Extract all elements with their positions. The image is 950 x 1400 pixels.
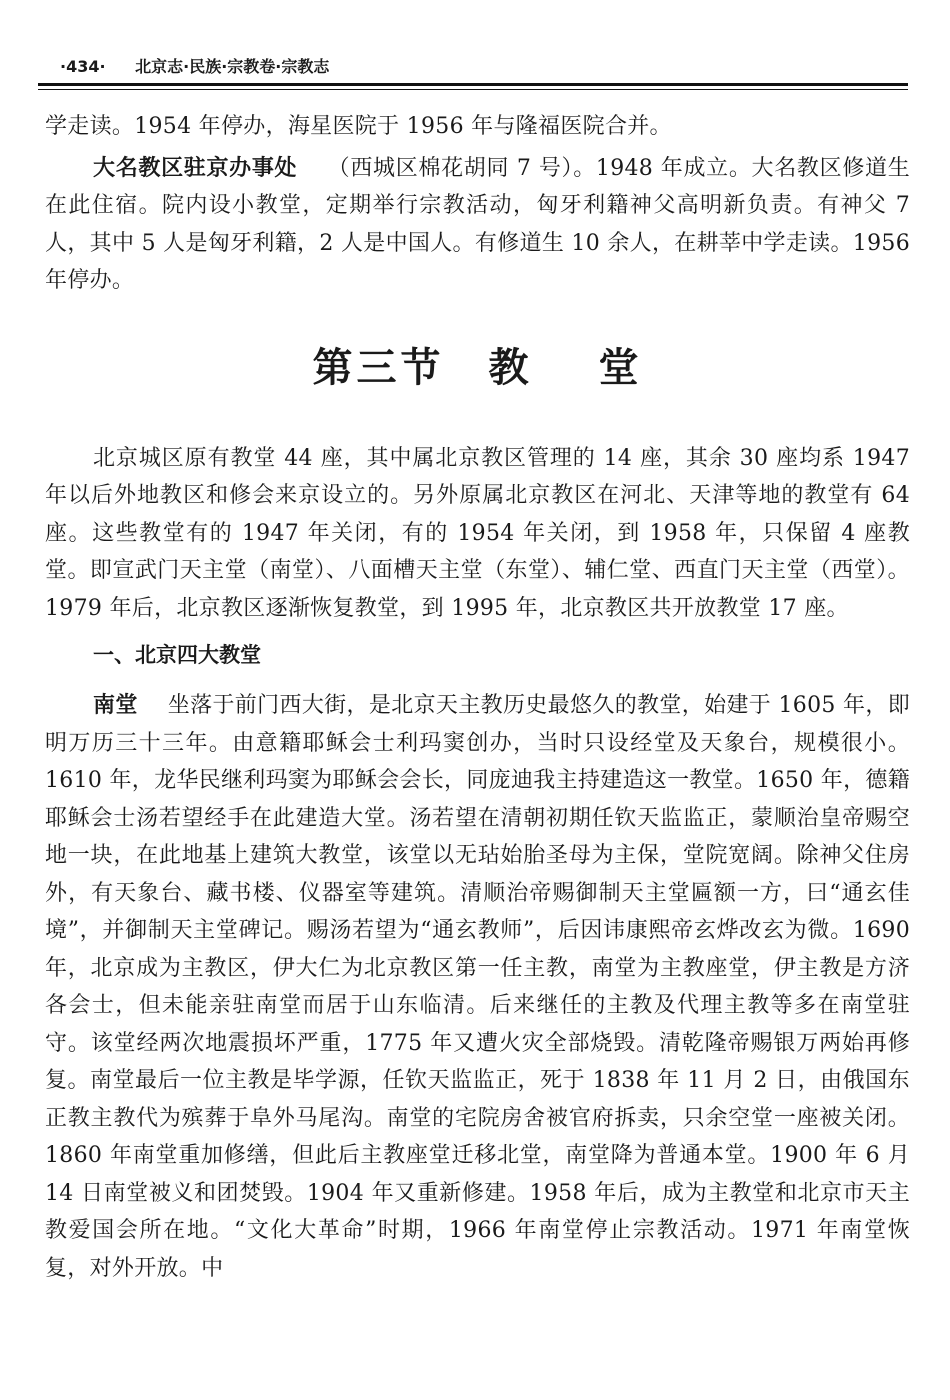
- page-content: [45, 108, 910, 1287]
- paragraph-lead-term: 南堂: [93, 693, 138, 718]
- section-title-word-2: 堂: [598, 343, 643, 391]
- section-title-word-1: 教: [488, 343, 533, 391]
- paragraph-body: （西城区棉花胡同 7 号）。1948 年成立。大名教区修道生在此住宿。院内设小教堂，定期举行宗教活动，匈牙利籍神父高明新负责。有神父 7 人，其中 5 人是匈牙利籍，2 人是中国人。有修道生 10 余人，在耕莘中学走读。1956 年停办。: [45, 155, 911, 293]
- intro-paragraph-1: 学走读。1954 年停办，海星医院于 1956 年与隆福医院合并。: [45, 114, 672, 139]
- book-series-title: 北京志·民族·宗教卷·宗教志: [135, 57, 330, 76]
- running-header: [60, 52, 908, 86]
- paragraph-body: 坐落于前门西大街，是北京天主教历史最悠久的教堂，始建于 1605 年，即明万历三十三年。由意籍耶稣会士利玛窦创办，当时只设经堂及天象台，规模很小。1610 年，龙华民继利玛窦为耶稣会会长，同庞迪我主持建造这一教堂。1650 年，德籍耶稣会士汤若望经手在此建造大堂。汤若望在清朝初期任钦天监监正，蒙顺治皇帝赐空地一块，在此地基上建筑大教堂，该堂以无玷始胎圣母为主保，堂院宽阔。除神父住房外，有天象台、藏书楼、仪器室等建筑。清顺治帝赐御制天主堂匾额一方，曰“通玄佳境”，并御制天主堂碑记。赐汤若望为“通玄教师”，后因讳康熙帝玄烨改玄为微。1690 年，北京成为主教区，伊大仁为北京教区第一任主教，南堂为主教座堂，伊主教是方济各会士，但未能亲驻南堂而居于山东临清。后来继任的主教及代理主教等多在南堂驻守。该堂经两次地震损坏严重，1775 年又遭火灾全部烧毁。清乾隆帝赐银万两始再修复。南堂最后一位主教是毕学源，任钦天监监正，死于 1838 年 11 月 2 日，由俄国东正教主教代为殡葬于阜外马尾沟。南堂的宅院房舍被官府拆卖，只余空堂一座被关闭。1860 年南堂重加修缮，但此后主教座堂迁移北堂，南堂降为普通本堂。1900 年 6 月 14 日南堂被义和团焚毁。1904 年又重新修建。1958 年后，成为主教堂和北京市天主教爱国会所在地。“文化大革命”时期，1966 年南堂停止宗教活动。1971 年南堂恢复，对外开放。中: [45, 693, 910, 1281]
- intro-paragraph-2: [45, 150, 910, 300]
- section-title-number: 第三节: [312, 343, 445, 391]
- nantang-paragraph: [45, 687, 910, 1287]
- page-number: ·434·: [60, 57, 106, 76]
- section-intro-paragraph: 北京城区原有教堂 44 座，其中属北京教区管理的 14 座，其余 30 座均系 1947 年以后外地教区和修会来京设立的。另外原属北京教区在河北、天津等地的教堂有 64 座。这些教堂有的 1947 年关闭，有的 1954 年关闭，到 1958 年，只保留 4 座教堂。即宣武门天主堂（南堂）、八面槽天主堂（东堂）、辅仁堂、西直门天主堂（西堂）。1979 年后，北京教区逐渐恢复教堂，到 1995 年，北京教区共开放教堂 17 座。: [45, 445, 910, 621]
- section-title: [45, 340, 910, 396]
- header-rule-thick: [38, 83, 908, 86]
- header-rule-thin: [38, 89, 908, 90]
- subsection-heading: 一、北京四大教堂: [93, 643, 261, 667]
- paragraph-lead-term: 大名教区驻京办事处: [93, 155, 298, 181]
